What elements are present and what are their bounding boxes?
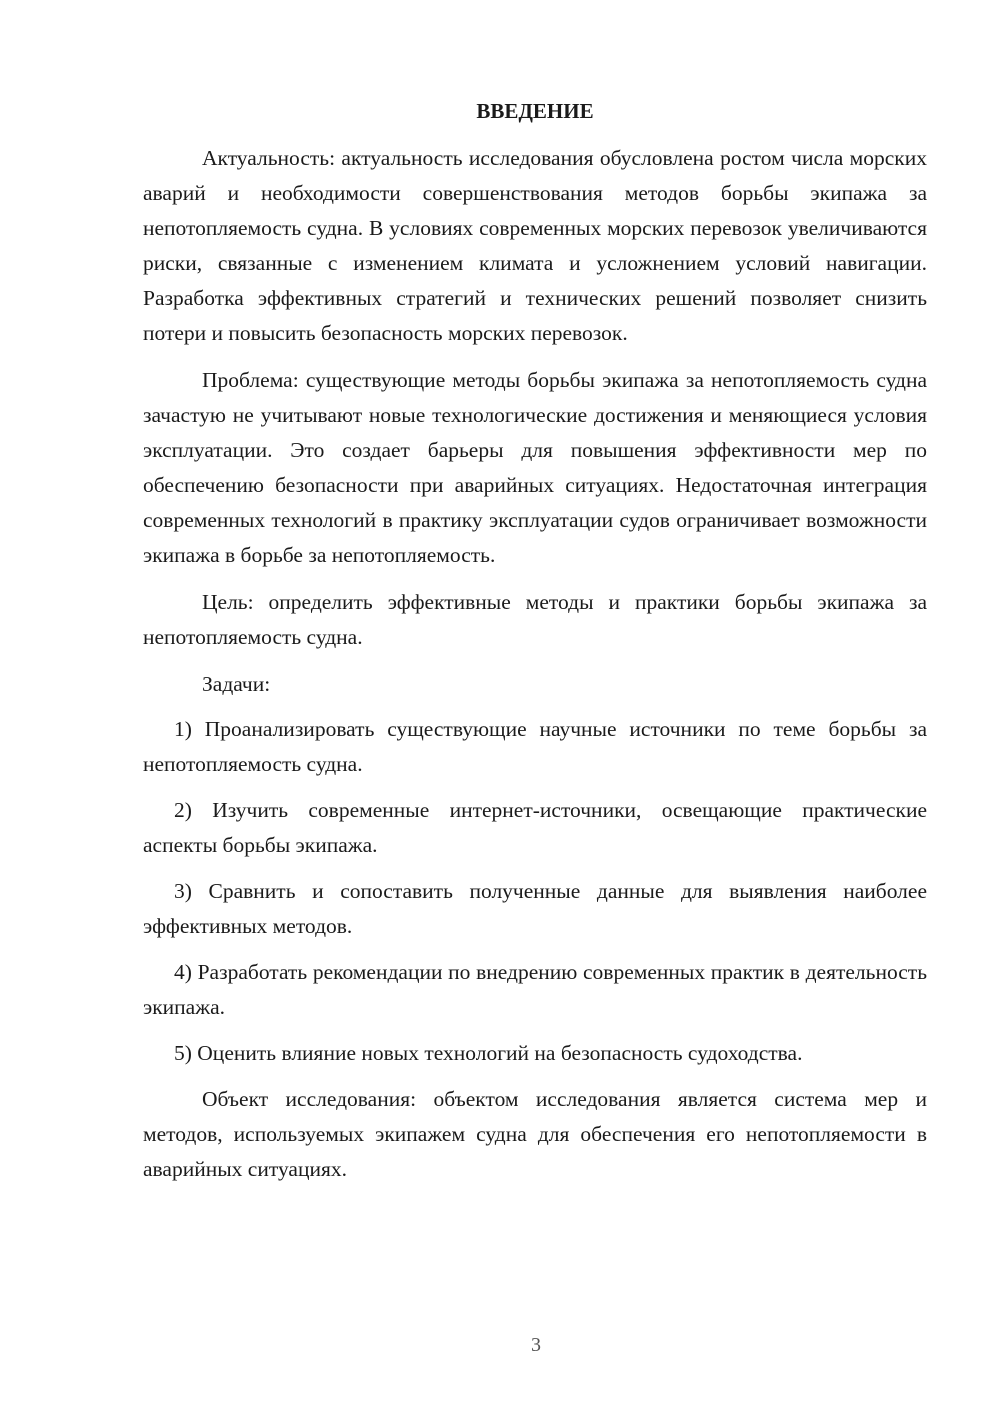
task-item-2: 2) Изучить современные интернет-источники, освещающие практические аспекты борьбы экипажа. <box>143 798 927 857</box>
task-item-1: 1) Проанализировать существующие научные источники по теме борьбы за непотопляемость судна. <box>143 717 927 776</box>
paragraph-goal: Цель: определить эффективные методы и практики борьбы экипажа за непотопляемость судна. <box>143 590 927 649</box>
task-item-5: 5) Оценить влияние новых технологий на безопасность судоходства. <box>174 1041 803 1065</box>
task-item-4: 4) Разработать рекомендации по внедрению современных практик в деятельность экипажа. <box>143 960 927 1019</box>
paragraph-relevance: Актуальность: актуальность исследования обусловлена ростом числа морских аварий и необходимости совершенствования методов борьбы экипажа за непотопляемость судна. В условиях современных морских перевозок увеличиваются риски, связанные с изменением климата и усложнением условий навигации. Разработка эффективных стратегий и технических решений позволяет снизить потери и повысить безопасность морских перевозок. <box>143 146 927 345</box>
paragraph-object: Объект исследования: объектом исследования является система мер и методов, используемых экипажем судна для обеспечения его непотопляемости в аварийных ситуациях. <box>143 1087 927 1181</box>
paragraph-problem: Проблема: существующие методы борьбы экипажа за непотопляемость судна зачастую не учитывают новые технологические достижения и меняющиеся условия эксплуатации. Это создает барьеры для повышения эффективности мер по обеспечению безопасности при аварийных ситуациях. Недостаточная интеграция современных технологий в практику эксплуатации судов ограничивает возможности экипажа в борьбе за непотопляемость. <box>143 368 927 567</box>
tasks-list <box>143 712 927 1071</box>
page-number: 3 <box>531 1334 541 1356</box>
tasks-label: Задачи: <box>202 672 271 696</box>
section-heading: ВВЕДЕНИЕ <box>476 99 594 123</box>
page-content <box>143 95 927 1199</box>
task-item-3: 3) Сравнить и сопоставить полученные данные для выявления наиболее эффективных методов. <box>143 879 927 938</box>
